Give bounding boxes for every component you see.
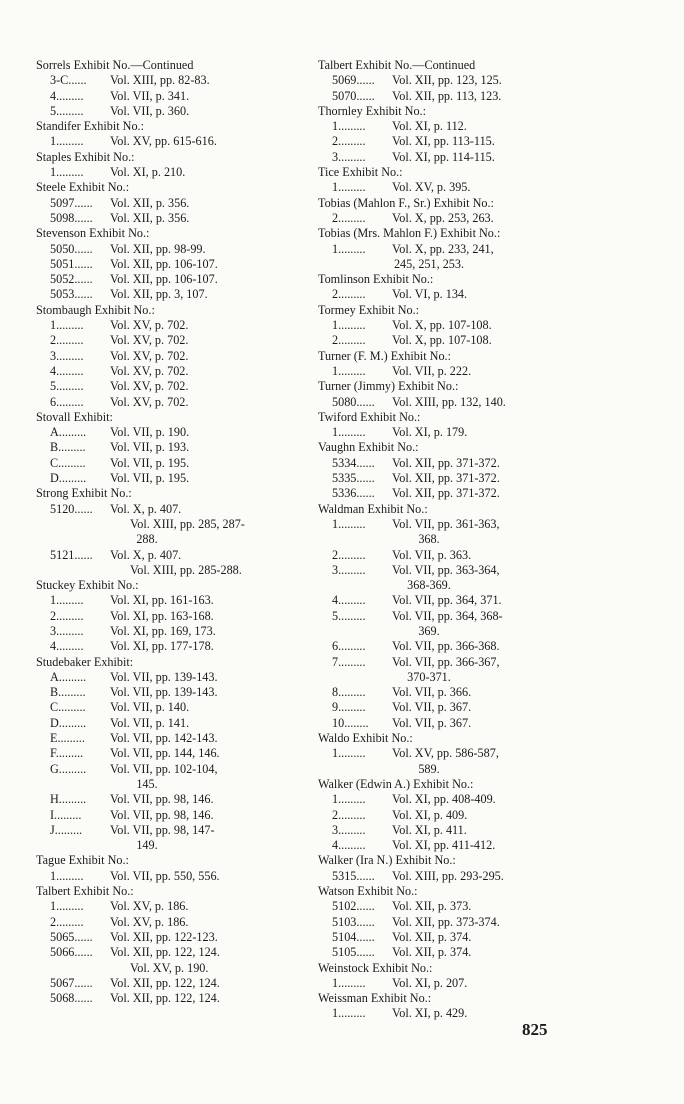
entry-number: 4.........: [50, 639, 84, 654]
entry-reference: Vol. VII, pp. 142-143.: [110, 731, 218, 746]
exhibit-heading: Turner (Jimmy) Exhibit No.:: [318, 379, 459, 394]
entry-reference: Vol. XV, p. 186.: [110, 914, 189, 929]
exhibit-heading: Waldo Exhibit No.:: [318, 731, 413, 746]
index-entry: [36, 685, 298, 700]
entry-reference-wrap: 145.: [136, 776, 158, 791]
index-entry: [318, 333, 580, 348]
index-entry: [318, 976, 580, 991]
exhibit-heading: Stombaugh Exhibit No.:: [36, 302, 155, 317]
entry-reference: Vol. XII, pp. 122, 124.: [110, 991, 220, 1006]
entry-reference-wrap: 370-371.: [407, 669, 451, 684]
entry-reference: Vol. VII, p. 363.: [392, 547, 472, 562]
entry-number: 3.........: [332, 149, 366, 164]
entry-number: 1.........: [332, 318, 366, 333]
entry-number: 5070......: [332, 88, 375, 103]
entry-reference: Vol. XII, pp. 106-107.: [110, 272, 218, 287]
entry-reference-wrap: 589.: [418, 761, 440, 776]
entry-reference: Vol. XII, pp. 98-99.: [110, 241, 206, 256]
index-entry: [36, 257, 298, 272]
entry-reference: Vol. VII, p. 195.: [110, 455, 190, 470]
index-entry: [318, 211, 580, 226]
exhibit-heading: Sorrels Exhibit No.—Continued: [36, 58, 194, 72]
entry-reference: Vol. XI, pp. 163-168.: [110, 608, 214, 623]
index-entry: [36, 808, 298, 823]
index-entry: [318, 609, 580, 624]
entry-reference: Vol. VII, p. 367.: [392, 700, 472, 715]
entry-reference: Vol. XI, pp. 169, 173.: [110, 623, 216, 638]
entry-number: C.........: [50, 700, 86, 715]
entry-number: 3.........: [50, 623, 84, 638]
index-entry: [318, 593, 580, 608]
entry-reference: Vol. XI, p. 207.: [392, 975, 468, 990]
index-entry: [318, 89, 580, 104]
index-entry: [318, 792, 580, 807]
index-entry: [318, 119, 580, 134]
index-entry: [318, 823, 580, 838]
entry-number: 5050......: [50, 241, 93, 256]
entry-reference: Vol. X, p. 407.: [110, 501, 182, 516]
exhibit-heading: Waldman Exhibit No.:: [318, 501, 428, 516]
entry-reference: Vol. XII, pp. 122-123.: [110, 929, 218, 944]
index-entry: [36, 624, 298, 639]
entry-number: F.........: [50, 746, 84, 761]
index-entry: [36, 318, 298, 333]
entry-reference: Vol. XII, pp. 3, 107.: [110, 287, 208, 302]
entry-number: 1.........: [332, 363, 366, 378]
entry-number: 5120......: [50, 501, 93, 516]
exhibit-heading: Standifer Exhibit No.:: [36, 119, 144, 134]
entry-reference: Vol. XV, p. 186.: [110, 899, 189, 914]
entry-number: 1.........: [332, 119, 366, 134]
entry-number: 5102......: [332, 899, 375, 914]
exhibit-heading: Thornley Exhibit No.:: [318, 103, 426, 118]
entry-reference: Vol. VII, p. 367.: [392, 715, 472, 730]
exhibit-heading: Weissman Exhibit No.:: [318, 991, 432, 1006]
entry-number: 2.........: [332, 807, 366, 822]
exhibit-heading: Stuckey Exhibit No.:: [36, 578, 139, 593]
page-number: 825: [522, 1020, 548, 1039]
entry-reference: Vol. VII, p. 360.: [110, 103, 190, 118]
exhibit-heading: Turner (F. M.) Exhibit No.:: [318, 348, 451, 363]
entry-reference: Vol. X, pp. 233, 241,: [392, 241, 494, 256]
entry-reference: Vol. XV, p. 702.: [110, 363, 189, 378]
index-entry: [36, 333, 298, 348]
index-entry: [36, 165, 298, 180]
index-entry: [318, 548, 580, 563]
entry-number: 5052......: [50, 272, 93, 287]
entry-number: 5104......: [332, 929, 375, 944]
exhibit-heading: Staples Exhibit No.:: [36, 149, 135, 164]
index-entry: [318, 869, 580, 884]
entry-number: 1.........: [50, 899, 84, 914]
entry-reference: Vol. VII, pp. 364, 368-: [392, 608, 503, 623]
entry-reference: Vol. XV, p. 702.: [110, 348, 189, 363]
index-column-left: [36, 58, 298, 1006]
entry-reference: Vol. VII, pp. 364, 371.: [392, 593, 502, 608]
entry-reference: Vol. X, p. 407.: [110, 547, 182, 562]
entry-number: 5121......: [50, 547, 93, 562]
entry-number: 1.........: [332, 1006, 366, 1021]
exhibit-heading: Walker (Ira N.) Exhibit No.:: [318, 853, 456, 868]
entry-number: 2.........: [332, 287, 366, 302]
entry-number: 4.........: [50, 363, 84, 378]
entry-number: 5097......: [50, 195, 93, 210]
exhibit-heading: Talbert Exhibit No.—Continued: [318, 58, 476, 72]
index-entry: [36, 548, 298, 563]
entry-reference-wrap: 368-369.: [407, 578, 451, 593]
entry-number: 1.........: [332, 975, 366, 990]
entry-number: J.........: [50, 822, 83, 837]
entry-reference: Vol. VII, pp. 366-368.: [392, 639, 500, 654]
entry-reference-wrap: 369.: [418, 623, 440, 638]
entry-number: 9.........: [332, 700, 366, 715]
index-entry: [318, 425, 580, 440]
entry-number: 1.........: [50, 868, 84, 883]
entry-reference: Vol. VI, p. 134.: [392, 287, 468, 302]
entry-number: 5.........: [50, 103, 84, 118]
exhibit-heading: Tomlinson Exhibit No.:: [318, 272, 434, 287]
exhibit-heading: Tague Exhibit No.:: [36, 853, 129, 868]
exhibit-heading: Walker (Edwin A.) Exhibit No.:: [318, 776, 474, 791]
exhibit-heading: Tobias (Mrs. Mahlon F.) Exhibit No.:: [318, 226, 501, 241]
entry-reference: Vol. XII, pp. 371-372.: [392, 471, 500, 486]
entry-number: 5069......: [332, 73, 375, 88]
index-entry: [318, 700, 580, 715]
entry-number: 5334......: [332, 455, 375, 470]
entry-reference: Vol. XII, pp. 122, 124.: [110, 975, 220, 990]
entry-number: 3.........: [50, 348, 84, 363]
entry-reference: Vol. VII, p. 341.: [110, 88, 190, 103]
entry-number: 1.........: [332, 746, 366, 761]
entry-reference: Vol. VII, pp. 139-143.: [110, 669, 218, 684]
entry-number: 5065......: [50, 929, 93, 944]
index-entry: [36, 196, 298, 211]
index-entry: [318, 180, 580, 195]
index-entry: [318, 486, 580, 501]
index-entry: [36, 211, 298, 226]
entry-reference: Vol. XII, pp. 106-107.: [110, 256, 218, 271]
entry-reference: Vol. XII, pp. 371-372.: [392, 455, 500, 470]
index-entry: [36, 731, 298, 746]
entry-reference: Vol. XI, p. 409.: [392, 807, 468, 822]
entry-reference: Vol. VII, pp. 102-104,: [110, 761, 218, 776]
entry-number: 5315......: [332, 868, 375, 883]
entry-number: 3.........: [332, 822, 366, 837]
index-entry: [318, 655, 580, 670]
entry-reference: Vol. X, pp. 107-108.: [392, 318, 492, 333]
entry-number: 5067......: [50, 975, 93, 990]
entry-reference: Vol. VII, pp. 366-367,: [392, 654, 500, 669]
exhibit-heading: Steele Exhibit No.:: [36, 180, 130, 195]
entry-number: 6.........: [50, 394, 84, 409]
entry-number: 5066......: [50, 945, 93, 960]
entry-number: 1.........: [332, 792, 366, 807]
entry-reference: Vol. XI, p. 112.: [392, 119, 467, 134]
entry-reference: Vol. XII, pp. 113, 123.: [392, 88, 502, 103]
index-entry: [318, 685, 580, 700]
entry-reference: Vol. XII, p. 374.: [392, 929, 472, 944]
index-entry: [318, 716, 580, 731]
index-entry: [36, 272, 298, 287]
entry-number: 4.........: [50, 88, 84, 103]
entry-number: 5098......: [50, 210, 93, 225]
entry-reference: Vol. XII, pp. 373-374.: [392, 914, 500, 929]
exhibit-heading: Talbert Exhibit No.:: [36, 884, 134, 899]
entry-reference: Vol. VII, p. 140.: [110, 700, 190, 715]
index-entry: [318, 318, 580, 333]
entry-reference-wrap: 245, 251, 253.: [393, 256, 465, 271]
entry-reference-continued: Vol. XV, p. 190.: [130, 960, 209, 975]
entry-reference: Vol. VII, pp. 363-364,: [392, 562, 500, 577]
index-entry: [318, 517, 580, 532]
entry-reference: Vol. XV, pp. 615-616.: [110, 134, 217, 149]
index-entry: [36, 762, 298, 777]
entry-reference: Vol. VII, p. 195.: [110, 471, 190, 486]
entry-reference: Vol. VII, p. 193.: [110, 440, 190, 455]
entry-number: 1.........: [332, 516, 366, 531]
entry-reference: Vol. XI, p. 179.: [392, 425, 468, 440]
entry-number: 10........: [332, 715, 369, 730]
entry-reference: Vol. XI, pp. 408-409.: [392, 792, 496, 807]
index-entry: [36, 73, 298, 88]
entry-number: C.........: [50, 455, 86, 470]
entry-number: 2.........: [332, 547, 366, 562]
entry-number: G.........: [50, 761, 87, 776]
entry-reference: Vol. XI, p. 210.: [110, 165, 186, 180]
entry-reference: Vol. XV, p. 702.: [110, 318, 189, 333]
index-entry: [36, 700, 298, 715]
entry-number: H.........: [50, 792, 87, 807]
index-entry: [318, 838, 580, 853]
entry-number: 2.........: [50, 333, 84, 348]
index-entry: [318, 73, 580, 88]
entry-reference: Vol. XV, p. 702.: [110, 394, 189, 409]
entry-number: 2.........: [50, 608, 84, 623]
index-entry: [318, 287, 580, 302]
exhibit-heading: Watson Exhibit No.:: [318, 884, 418, 899]
index-entry: [318, 930, 580, 945]
entry-number: A.........: [50, 669, 87, 684]
exhibit-heading: Vaughn Exhibit No.:: [318, 440, 419, 455]
entry-number: 4.........: [332, 838, 366, 853]
entry-reference: Vol. XII, pp. 371-372.: [392, 486, 500, 501]
entry-reference-wrap: 149.: [136, 838, 158, 853]
index-entry: [36, 716, 298, 731]
index-entry: [36, 976, 298, 991]
index-entry: [36, 823, 298, 838]
index-entry: [36, 89, 298, 104]
entry-number: 5105......: [332, 945, 375, 960]
index-entry: [318, 471, 580, 486]
index-entry: [318, 242, 580, 257]
index-entry: [318, 899, 580, 914]
index-entry: [318, 134, 580, 149]
entry-reference-wrap: 288.: [136, 532, 158, 547]
entry-reference: Vol. VII, pp. 98, 146.: [110, 807, 214, 822]
entry-number: D.........: [50, 715, 87, 730]
index-entry: [318, 563, 580, 578]
entry-reference: Vol. VII, pp. 139-143.: [110, 685, 218, 700]
entry-number: 1.........: [50, 165, 84, 180]
index-entry: [36, 792, 298, 807]
index-entry: [36, 242, 298, 257]
entry-number: 1.........: [50, 318, 84, 333]
entry-number: 6.........: [332, 639, 366, 654]
index-entry: [36, 899, 298, 914]
entry-number: 2.........: [332, 134, 366, 149]
entry-reference: Vol. XII, pp. 122, 124.: [110, 945, 220, 960]
entry-number: 2.........: [332, 333, 366, 348]
entry-number: A.........: [50, 425, 87, 440]
entry-number: E.........: [50, 731, 85, 746]
index-entry: [318, 150, 580, 165]
exhibit-heading: Tormey Exhibit No.:: [318, 302, 420, 317]
entry-number: 5068......: [50, 991, 93, 1006]
entry-reference: Vol. XII, p. 356.: [110, 195, 190, 210]
entry-number: 5335......: [332, 471, 375, 486]
index-entry: [36, 104, 298, 119]
exhibit-heading: Tobias (Mahlon F., Sr.) Exhibit No.:: [318, 195, 494, 210]
entry-reference: Vol. VII, pp. 98, 146.: [110, 792, 214, 807]
index-entry: [36, 134, 298, 149]
entry-number: D.........: [50, 471, 87, 486]
index-entry: [36, 425, 298, 440]
entry-reference: Vol. VII, pp. 550, 556.: [110, 868, 220, 883]
entry-number: 5080......: [332, 394, 375, 409]
entry-number: 2.........: [50, 914, 84, 929]
index-entry: [36, 287, 298, 302]
index-entry: [36, 609, 298, 624]
entry-reference: Vol. XI, p. 429.: [392, 1006, 468, 1021]
entry-number: 5.........: [332, 608, 366, 623]
entry-number: 1.........: [50, 134, 84, 149]
entry-reference-wrap: 368.: [418, 532, 440, 547]
entry-number: 2.........: [332, 210, 366, 225]
entry-reference: Vol. XI, pp. 113-115.: [392, 134, 495, 149]
entry-reference-continued: Vol. XIII, pp. 285-288.: [130, 562, 242, 577]
entry-reference: Vol. XIII, pp. 82-83.: [110, 73, 210, 88]
index-entry: [36, 639, 298, 654]
entry-reference: Vol. VII, p. 366.: [392, 685, 472, 700]
index-entry: [36, 869, 298, 884]
entry-reference: Vol. XI, pp. 161-163.: [110, 593, 214, 608]
entry-reference: Vol. X, pp. 107-108.: [392, 333, 492, 348]
exhibit-heading: Stevenson Exhibit No.:: [36, 226, 150, 241]
index-entry: [318, 915, 580, 930]
entry-number: 5336......: [332, 486, 375, 501]
entry-reference: Vol. XV, p. 702.: [110, 333, 189, 348]
index-entry: [318, 395, 580, 410]
index-column-right: [318, 58, 580, 1022]
exhibit-heading: Strong Exhibit No.:: [36, 486, 132, 501]
entry-reference: Vol. VII, p. 190.: [110, 425, 190, 440]
index-entry: [36, 915, 298, 930]
entry-reference-continued: Vol. XIII, pp. 285, 287-: [130, 516, 245, 531]
exhibit-heading: Twiford Exhibit No.:: [318, 409, 421, 424]
entry-reference: Vol. X, pp. 253, 263.: [392, 210, 494, 225]
entry-number: 1.........: [50, 593, 84, 608]
entry-reference: Vol. XV, pp. 586-587,: [392, 746, 499, 761]
index-entry: [36, 746, 298, 761]
entry-reference: Vol. XII, pp. 123, 125.: [392, 73, 502, 88]
entry-number: 4.........: [332, 593, 366, 608]
index-entry: [318, 456, 580, 471]
index-entry: [318, 808, 580, 823]
entry-reference: Vol. VII, pp. 98, 147-: [110, 822, 215, 837]
entry-reference: Vol. XI, pp. 177-178.: [110, 639, 214, 654]
entry-number: 1.........: [332, 180, 366, 195]
entry-reference: Vol. XIII, pp. 132, 140.: [392, 394, 506, 409]
index-entry: [36, 945, 298, 960]
index-entry: [36, 349, 298, 364]
index-entry: [36, 379, 298, 394]
entry-reference: Vol. VII, p. 222.: [392, 363, 472, 378]
index-entry: [318, 639, 580, 654]
entry-number: 5103......: [332, 914, 375, 929]
index-entry: [36, 930, 298, 945]
index-entry: [36, 440, 298, 455]
exhibit-heading: Tice Exhibit No.:: [318, 165, 403, 180]
index-entry: [36, 670, 298, 685]
entry-reference: Vol. XII, p. 373.: [392, 899, 472, 914]
entry-number: 5053......: [50, 287, 93, 302]
entry-reference: Vol. VII, pp. 144, 146.: [110, 746, 220, 761]
entry-number: B.........: [50, 685, 86, 700]
entry-number: 3.........: [332, 562, 366, 577]
entry-reference: Vol. VII, pp. 361-363,: [392, 516, 500, 531]
index-entry: [318, 364, 580, 379]
index-entry: [36, 364, 298, 379]
entry-number: 7.........: [332, 654, 366, 669]
index-entry: [36, 502, 298, 517]
entry-number: 5051......: [50, 256, 93, 271]
entry-reference: Vol. XI, pp. 411-412.: [392, 838, 496, 853]
entry-reference: Vol. VII, p. 141.: [110, 715, 190, 730]
entry-reference: Vol. XV, p. 702.: [110, 379, 189, 394]
entry-number: 5.........: [50, 379, 84, 394]
index-entry: [36, 471, 298, 486]
entry-number: 3-C......: [50, 73, 87, 88]
entry-number: 1.........: [332, 425, 366, 440]
entry-reference: Vol. XI, pp. 114-115.: [392, 149, 495, 164]
index-entry: [318, 945, 580, 960]
entry-reference: Vol. XII, p. 356.: [110, 210, 190, 225]
exhibit-heading: Weinstock Exhibit No.:: [318, 960, 433, 975]
entry-number: I.........: [50, 807, 82, 822]
index-entry: [36, 593, 298, 608]
index-entry: [36, 991, 298, 1006]
exhibit-heading: Studebaker Exhibit:: [36, 654, 134, 669]
index-entry: [36, 395, 298, 410]
entry-number: B.........: [50, 440, 86, 455]
index-entry: [36, 456, 298, 471]
exhibit-heading: Stovall Exhibit:: [36, 409, 113, 424]
entry-reference: Vol. XV, p. 395.: [392, 180, 471, 195]
entry-reference: Vol. XII, p. 374.: [392, 945, 472, 960]
index-entry: [318, 746, 580, 761]
entry-reference: Vol. XIII, pp. 293-295.: [392, 868, 504, 883]
entry-reference: Vol. XI, p. 411.: [392, 822, 467, 837]
entry-number: 1.........: [332, 241, 366, 256]
entry-number: 8.........: [332, 685, 366, 700]
